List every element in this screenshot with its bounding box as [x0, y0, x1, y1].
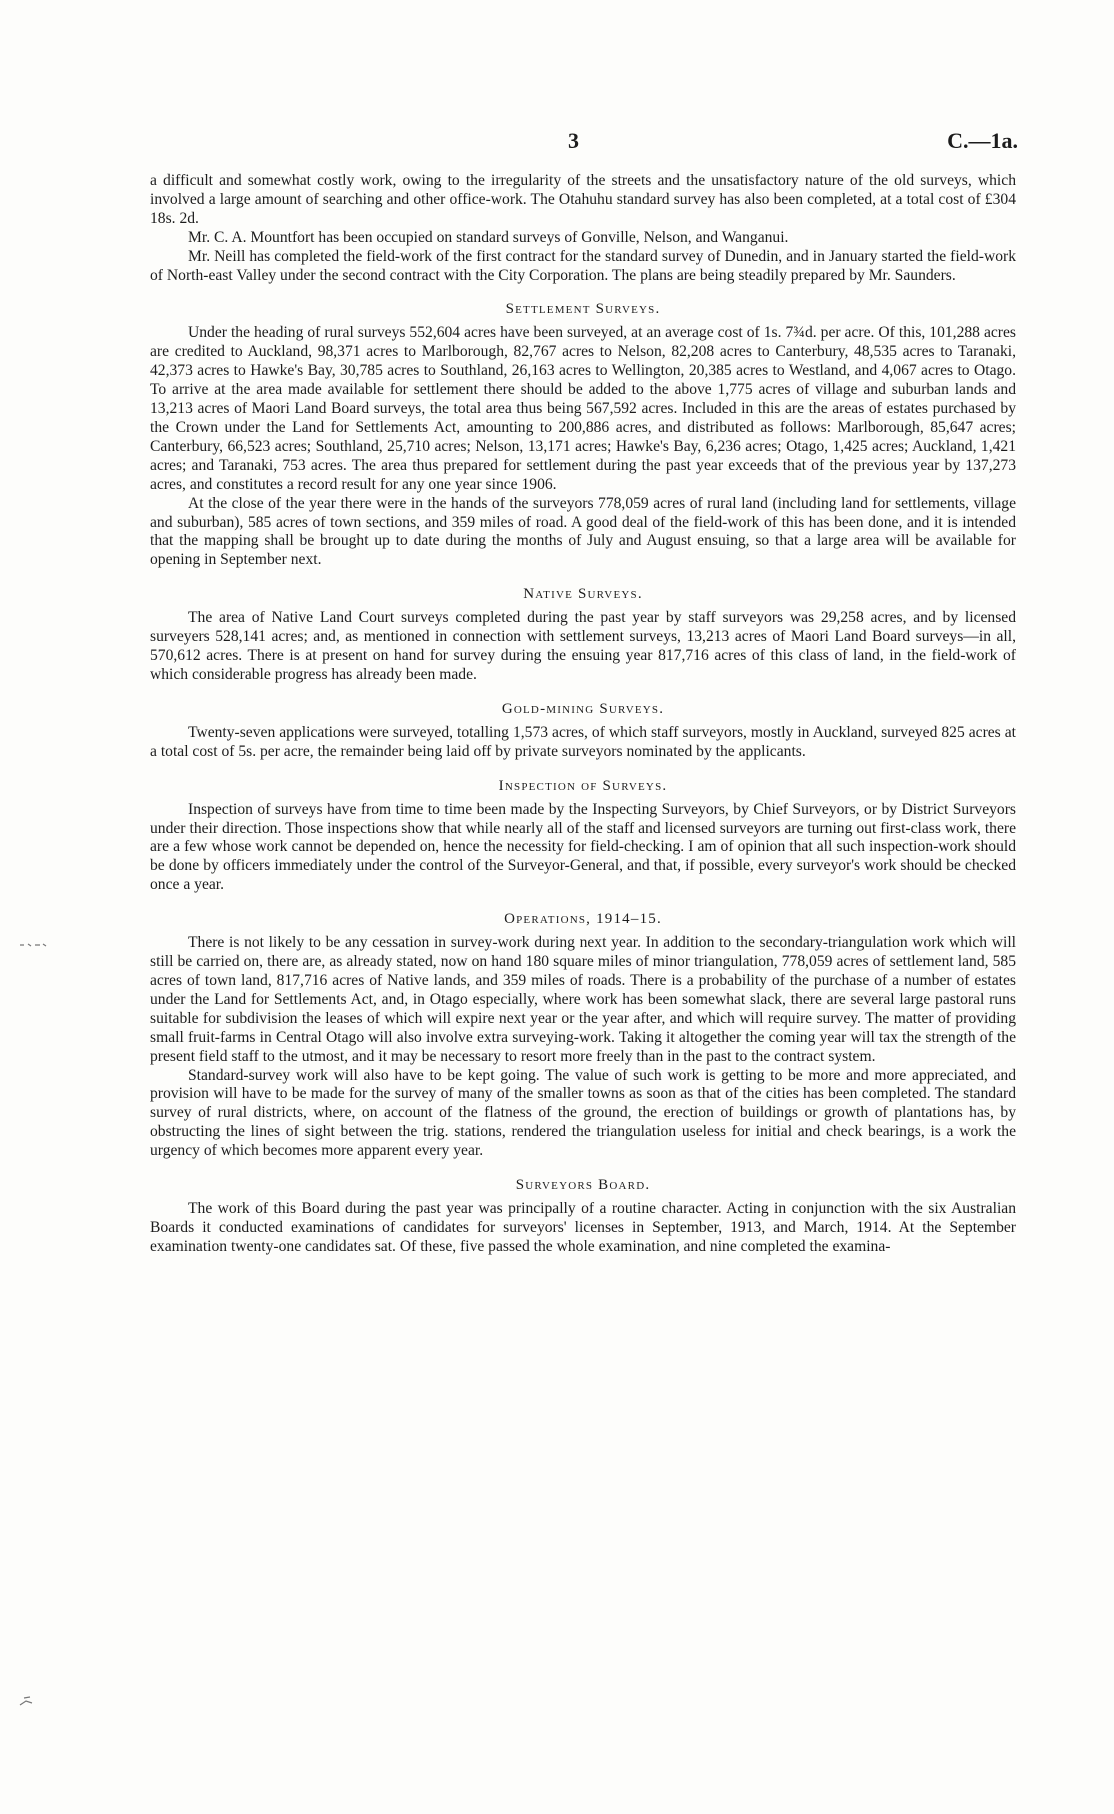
page-header — [150, 128, 1016, 172]
intro-paragraph-3: Mr. Neill has completed the field-work of the first contract for the standard survey of Dunedin, and in January started the field-work of North-east Valley under the second contract with the City Corporation. The plans are being steadily prepared by Mr. Saunders. — [150, 247, 1016, 284]
intro-paragraph-2: Mr. C. A. Mountfort has been occupied on standard surveys of Gonville, Nelson, and Wanganui. — [188, 228, 789, 246]
page-number: 3 — [568, 128, 579, 153]
section-heading: Native Surveys. — [523, 586, 643, 603]
section-heading: Inspection of Surveys. — [498, 777, 668, 794]
margin-ink-mark — [18, 940, 48, 950]
section-heading: Gold-mining Surveys. — [501, 700, 665, 717]
section-gold-mining-surveys — [150, 701, 1016, 762]
section-paragraph: Under the heading of rural surveys 552,604 acres have been surveyed, at an average cost of 1s. 7¾d. per acre. Of this, 101,288 acres are credited to Auckland, 98,371 acres to Marlborough, 82,767 acres to Nelson, 82,208 acres to Canterbury, 48,535 acres to Taranaki, 42,373 acres to Hawke's Bay, 30,785 acres to Southland, 26,163 acres to Wellington, 20,385 acres to Westland, and 4,067 acres to Otago. To arrive at the area made available for settlement there should be added to the above 1,775 acres of village and suburban lands and 13,213 acres of Maori Land Board surveys, the total area thus being 567,592 acres. Included in this are the areas of estates purchased by the Crown under the Land for Settlements Act, amounting to 200,886 acres, and distributed as follows: Marlborough, 85,647 acres; Canterbury, 66,523 acres; Southland, 25,710 acres; Nelson, 13,171 acres; Hawke's Bay, 6,236 acres; Otago, 1,425 acres; Auckland, 1,421 acres; and Taranaki, 753 acres. The area thus prepared for settlement during the past year exceeds that of the previous year by 137,273 acres, and constitutes a record result for any one year since 1906. — [150, 324, 1016, 493]
intro-block — [150, 172, 1016, 285]
section-settlement-surveys — [150, 301, 1016, 570]
section-heading: Settlement Surveys. — [505, 301, 661, 318]
section-paragraph: The work of this Board during the past year was principally of a routine character. Acting in conjunction with the six Australian Boards it conducted examinations of candidates for surveyors' licenses in September, 1913, and March, 1914. At the September examination twenty-one candidates sat. Of these, five passed the whole examination, and nine completed the examina- — [150, 1200, 1016, 1255]
section-operations — [150, 911, 1016, 1161]
intro-paragraph-1: a difficult and somewhat costly work, owing to the irregularity of the streets and the unsatisfactory nature of the old surveys, which involved a large amount of searching and other office-work. The Otahuhu standard survey has also been completed, at a total cost of £304 18s. 2d. — [150, 172, 1016, 227]
section-paragraph: At the close of the year there were in the hands of the surveyors 778,059 acres of rural land (including land for settlements, village and suburban), 585 acres of town sections, and 359 miles of road. A good deal of the field-work of this has been done, and it is intended that the mapping shall be brought up to date during the months of July and August ensuing, so that a large area will be available for opening in September next. — [150, 494, 1016, 569]
section-native-surveys — [150, 586, 1016, 685]
section-heading: Operations, 1914–15. — [504, 911, 662, 928]
section-heading: Surveyors Board. — [515, 1177, 651, 1194]
section-paragraph: Twenty-seven applications were surveyed, totalling 1,573 acres, of which staff surveyors, mostly in Auckland, surveyed 825 acres at a total cost of 5s. per acre, the remainder being laid off by private surveyors nominated by the applicants. — [150, 723, 1016, 760]
section-surveyors-board — [150, 1177, 1016, 1257]
section-inspection-of-surveys — [150, 778, 1016, 896]
document-page — [150, 128, 1016, 1257]
section-paragraph: Standard-survey work will also have to be kept going. The value of such work is getting to be more and more appreciated, and provision will have to be made for the survey of many of the smaller towns as soon as that of the cities has been completed. The standard survey of rural districts, where, on account of the flatness of the ground, the erection of buildings or growth of plantations has, by obstructing the lines of sight between the trig. stations, rendered the triangulation useless for initial and check bearings, is a work the urgency of which becomes more apparent every year. — [150, 1066, 1016, 1160]
section-paragraph: There is not likely to be any cessation in survey-work during next year. In addition to the secondary-triangulation work which will still be carried on, there are, as already stated, now on hand 180 square miles of minor triangulation, 778,059 acres of settlement land, 585 acres of town land, 817,716 acres of Native lands, and 359 miles of roads. There is a probability of the purchase of a number of estates under the Land for Settlements Act, and, in Otago especially, where work has been somewhat slack, there are several large pastoral runs suitable for subdivision the leases of which will expire next year or the year after, and which will require survey. The matter of providing small fruit-farms in Central Otago will also involve extra surveying-work. Taking it altogether the coming year will tax the strength of the present field staff to the utmost, and it may be necessary to resort more freely than in the past to the contract system. — [150, 934, 1016, 1065]
section-paragraph: Inspection of surveys have from time to time been made by the Inspecting Surveyors, by Chief Surveyors, or by District Surveyors under their direction. Those inspections show that while nearly all of the staff and licensed surveyors are turning out first-class work, there are a few whose work cannot be depended on, hence the necessity for field-checking. I am of opinion that all such inspection-work should be done by officers immediately under the control of the Surveyor-General, and that, if possible, every surveyor's work should be checked once a year. — [150, 800, 1016, 894]
margin-ink-mark — [18, 1695, 38, 1709]
section-paragraph: The area of Native Land Court surveys completed during the past year by staff surveyors was 29,258 acres, and by licensed surveyers 528,141 acres; and, as mentioned in connection with settlement surveys, 13,213 acres of Maori Land Board surveys—in all, 570,612 acres. There is at present on hand for survey during the ensuing year 817,716 acres of this class of land, in the field-work of which considerable progress has already been made. — [150, 609, 1016, 683]
document-reference: C.—1a. — [947, 128, 1018, 153]
